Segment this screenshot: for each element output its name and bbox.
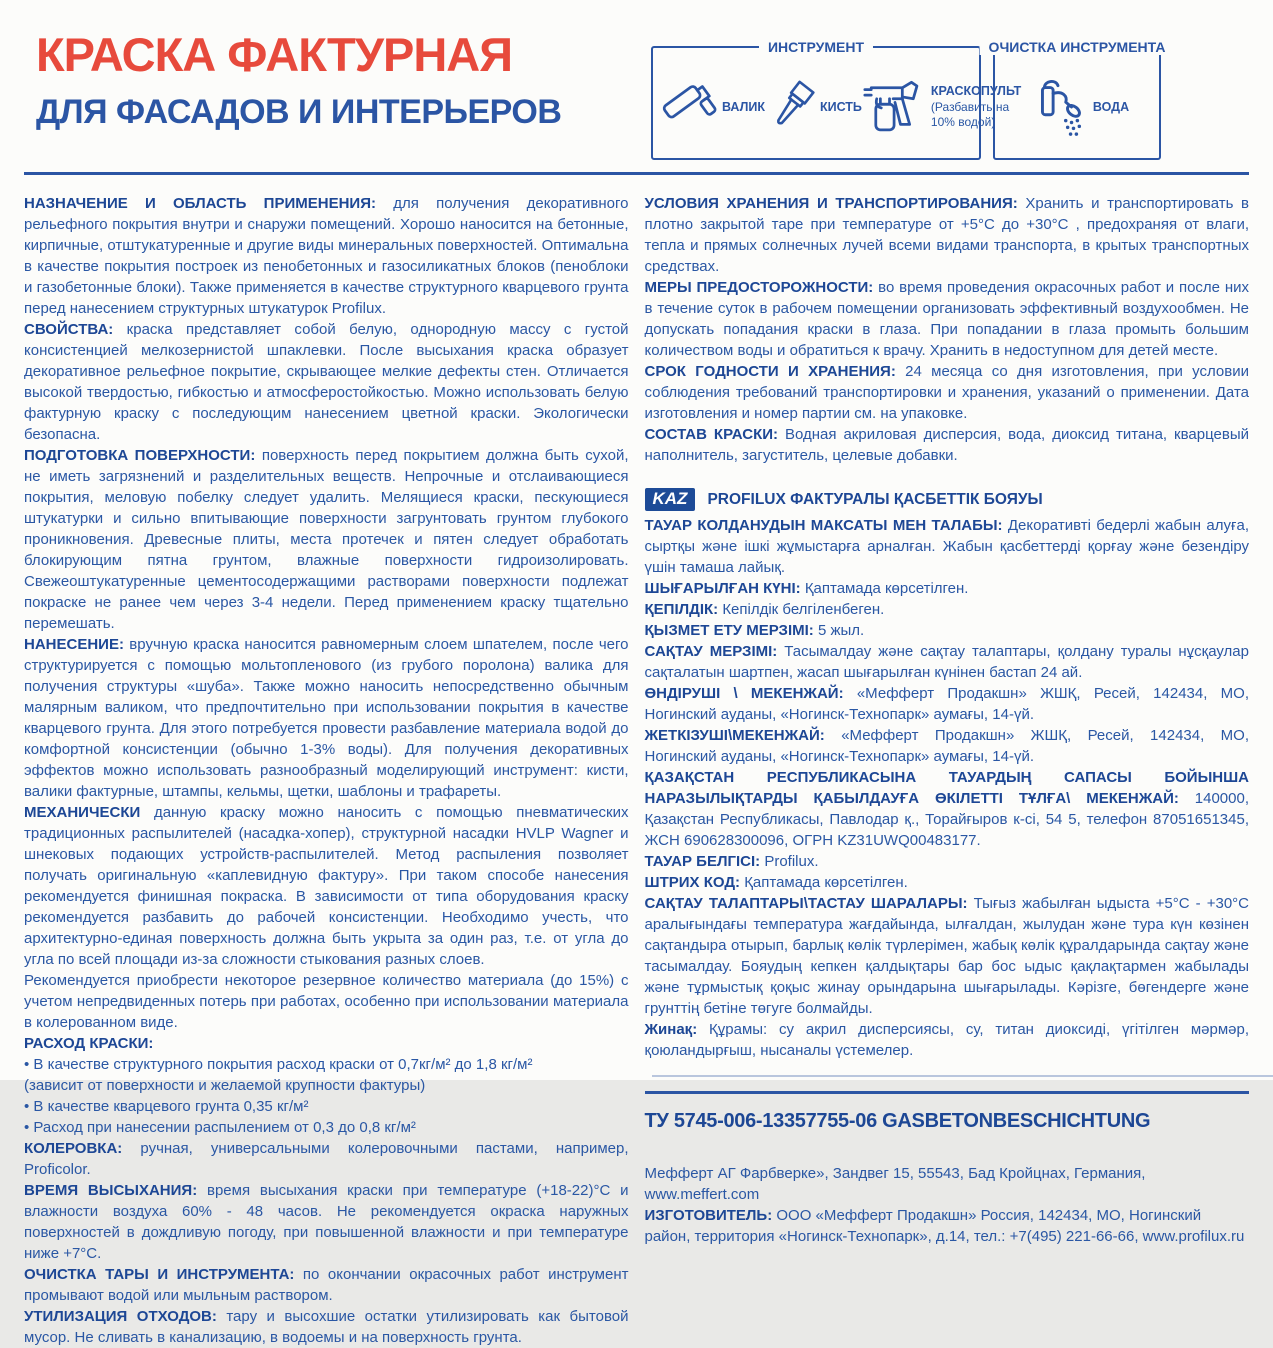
section-text: (зависит от поверхности и желаемой крупности фактуры) xyxy=(24,1077,426,1094)
section-text: по окончании окрасочных работ инструмент промывают водой или мыльным раствором. xyxy=(24,1266,629,1304)
label-section xyxy=(24,634,629,802)
faucet-icon xyxy=(1025,74,1089,140)
label-section xyxy=(645,193,1250,277)
label-section xyxy=(24,1180,629,1264)
kaz-language-badge: KAZ xyxy=(645,488,696,511)
brush-item xyxy=(765,76,862,138)
section-heading: СОСТАВ КРАСКИ: xyxy=(644,426,778,443)
section-heading: МЕХАНИЧЕСКИ xyxy=(24,804,141,821)
section-text: краска представляет собой белую, однородную массу с густой консистенцией мелкозернистой шпаклевки. После высыхания краска образует декоративное рельефное покрытие, скрывающее мелкие дефекты стен. Отличается высокой твердостью, гибкостью и атмосферостойкостью. Можно использовать белую фактурную краску с последующим нанесением цветной краски. Экологически безопасна. xyxy=(24,321,629,443)
left-sections xyxy=(24,193,629,1348)
left-column xyxy=(24,193,629,1348)
title-block xyxy=(36,30,561,131)
label-section xyxy=(24,1075,629,1096)
spray-gun-icon xyxy=(862,75,928,139)
section-text: • Расход при нанесении распылением от 0,3 до 0,8 кг/м² xyxy=(24,1119,416,1136)
cleaning-box xyxy=(988,39,1166,160)
label-section xyxy=(24,1054,629,1075)
section-text: во время проведения окрасочных работ и после них в течение суток в рабочем помещении организовать эффективный воздухообмен. Не допускать попадания краски в глаза. При попадании в глаза промыть большим количеством воды и обратиться к врачу. Хранить в недоступном для детей месте. xyxy=(644,279,1249,359)
section-heading: ҚЫЗМЕТ ЕТУ МЕРЗІМІ: xyxy=(644,622,814,639)
section-heading: Жинақ: xyxy=(644,1021,698,1038)
label-section xyxy=(24,193,629,319)
kaz-header xyxy=(645,488,1250,511)
paint-brush-icon xyxy=(765,76,817,138)
right-column xyxy=(645,193,1250,1348)
water-label: ВОДА xyxy=(1092,100,1130,114)
label-section xyxy=(645,424,1250,466)
section-heading: МЕРЫ ПРЕДОСТОРОЖНОСТИ: xyxy=(644,279,874,296)
section-text: «Мефферт Продакшн» ЖШҚ, Ресей, 142434, МО, Ногинский ауданы, «Ногинск-Технопарк» аумағы, 14-үй. xyxy=(644,727,1249,765)
spray-gun-note: (Разбавить на 10% водой) xyxy=(930,99,1010,129)
label-section xyxy=(24,1033,629,1054)
section-heading: НАЗНАЧЕНИЕ И ОБЛАСТЬ ПРИМЕНЕНИЯ: xyxy=(24,195,376,212)
section-heading: САҚТАУ МЕРЗІМІ: xyxy=(644,643,778,660)
label-section xyxy=(645,641,1250,683)
label-section xyxy=(24,1138,629,1180)
section-text: время высыхания краски при температуре (+18-22)°С и влажности воздуха 60% - 48 часов. Не рекомендуется окраска наружных поверхностей в дождливую погоду, при повышенной влажности и при температуре ниже +7°С. xyxy=(24,1182,629,1262)
manufacturer-text: ООО «Мефферт Продакшн» Россия, 142434, МО, Ногинский район, территория «Ногинск-Технопарк», д.14, тел.: +7(495) 221-66-66, www.profilux.ru xyxy=(644,1207,1245,1245)
brush-label: КИСТЬ xyxy=(819,100,862,114)
label-section xyxy=(645,872,1250,893)
label-section xyxy=(645,277,1250,361)
section-text: Тығыз жабылған ыдыста +5°С - +30°С аралығындағы температура жағдайында, ылғалдан, жылудан және тура күн көзінен сақтандыра отырып, барлық көлік түрлерімен, жабық көлік құралдарында сақтау және тасымалдау. Бояудың кепкен қалдықтары бар бос ыдыс қақлақтармен жабылады және тұрмыстық қоқыс жинау орындарына шығарылады. Кәрізге, бөгендерге және грунттің бетіне төгуге болмайды. xyxy=(644,895,1249,1017)
section-text: 5 жыл. xyxy=(817,622,865,639)
meffert-address-line: Мефферт АГ Фарбверке», Зандвег 15, 55543, Бад Кройцнах, Германия, www.meffert.com xyxy=(644,1165,1146,1203)
product-subtitle: ДЛЯ ФАСАДОВ И ИНТЕРЬЕРОВ xyxy=(36,93,562,132)
section-text: Қаптамада көрсетілген. xyxy=(744,874,908,891)
section-heading: ҚЕПІЛДІК: xyxy=(644,601,719,618)
section-heading: ШЫҒАРЫЛҒАН КҮНІ: xyxy=(644,580,801,597)
section-heading: УСЛОВИЯ ХРАНЕНИЯ И ТРАНСПОРТИРОВАНИЯ: xyxy=(644,195,1018,212)
roller-label: ВАЛИК xyxy=(722,100,765,114)
kaz-sections xyxy=(645,515,1250,1061)
scan-edge-line xyxy=(652,1075,1273,1077)
label-section xyxy=(645,1019,1250,1061)
section-heading: СВОЙСТВА: xyxy=(24,321,114,338)
label-section xyxy=(24,1264,629,1306)
kaz-product-title: PROFILUX ФАКТУРАЛЫ ҚАСБЕТТІК БОЯУЫ xyxy=(707,490,1043,508)
section-heading: ЖЕТКІЗУШІ\МЕКЕНЖАЙ: xyxy=(644,727,825,744)
section-text: Хранить и транспортировать в плотно закрытой таре при температуре от +5°С до +30°С , предохраняя от влаги, тепла и прямых солнечных лучей всеми видами транспорта, в крытых транспортных средствах. xyxy=(644,195,1250,275)
manufacturer-heading: ИЗГОТОВИТЕЛЬ: xyxy=(644,1207,773,1224)
section-text: Рекомендуется приобрести некоторое резервное количество материала (до 15%) с учетом непредвиденных потерь при работах, особенно при использовании материала в колерованном виде. xyxy=(24,972,629,1031)
label-section xyxy=(645,851,1250,872)
label-section xyxy=(24,802,629,970)
section-heading: ӨНДІРУШІ \ МЕКЕНЖАЙ: xyxy=(644,685,844,702)
label-section xyxy=(24,445,629,634)
label-section xyxy=(24,970,629,1033)
label-section xyxy=(24,319,629,445)
label-section xyxy=(645,578,1250,599)
tools-box xyxy=(651,39,1022,160)
label-section xyxy=(645,515,1250,578)
section-text: Декоративті бедерлі жабын алуға, сыртқы және ішкі жұмыстарға арналған. Жабын қасбеттерді қорғау және безендіру үшін тамаша лайық. xyxy=(644,517,1249,576)
section-text: тару и высохшие остатки утилизировать как бытовой мусор. Не сливать в канализацию, в водоемы и на поверхность грунта. xyxy=(24,1308,629,1346)
manufacturer-line xyxy=(645,1205,1250,1247)
section-heading: ВРЕМЯ ВЫСЫХАНИЯ: xyxy=(24,1182,198,1199)
section-heading: ОЧИСТКА ТАРЫ И ИНСТРУМЕНТА: xyxy=(24,1266,295,1283)
section-text: Құрамы: су акрил дисперсиясы, су, титан диоксиді, үгітілген мәрмәр, қоюландырғыш, нысаналы үстемелер. xyxy=(644,1021,1249,1059)
roller-item xyxy=(661,76,765,138)
section-heading: ПОДГОТОВКА ПОВЕРХНОСТИ: xyxy=(24,447,256,464)
product-title: КРАСКА ФАКТУРНАЯ xyxy=(36,28,513,81)
label-section xyxy=(24,1096,629,1117)
section-text: «Мефферт Продакшн» ЖШҚ, Ресей, 142434, МО, Ногинский ауданы, «Ногинск-Технопарк» аумағы, 14-үй. xyxy=(644,685,1249,723)
section-heading: ТАУАР КОЛДАНУДЫН МАКСАТЫ МЕН ТАЛАБЫ: xyxy=(644,517,1003,534)
label-section xyxy=(24,1306,629,1348)
section-text: для получения декоративного рельефного покрытия внутри и снаружи помещений. Хорошо наносится на бетонные, кирпичные, отштукатуренные и другие виды минеральных поверхностей. Оптимальна в качестве покрытия построек из пенобетонных и газосиликатных блоков (пеноблоки и газобетонные блоки). Также применяется в качестве структурного кварцевого грунта перед нанесением структурных штукатурок Profilux. xyxy=(24,195,629,317)
tools-box-title: ИНСТРУМЕНТ xyxy=(759,39,873,55)
label-section xyxy=(645,683,1250,725)
label-section xyxy=(24,1117,629,1138)
section-text: поверхность перед покрытием должна быть сухой, не иметь загрязнений и разделительных веществ. Непрочные и отслаивающиеся покрытия, меловую побелку следует удалить. Мелящиеся краски, пескующиеся штукатурки и сильно впитывающие поверхности загрунтовать грунтом глубокого проникновения. Древесные плиты, места протечек и пятен следует обработать блокирующим пятна грунтом, влажные поверхности гидроизолировать. Свежеоштукатуренные цементосодержащими растворами поверхности подлежат покраске не ранее чем через 3-4 недели. Перед применением краску тщательно перемешать. xyxy=(24,447,629,632)
section-text: • В качестве структурного покрытия расход краски от 0,7кг/м² до 1,8 кг/м² xyxy=(24,1056,533,1073)
tu-standard-line: ТУ 5745-006-13357755-06 GASBETONBESCHICHTUNG xyxy=(644,1110,1151,1132)
section-heading: ҚАЗАҚСТАН РЕСПУБЛИКАСЫНА ТАУАРДЫҢ САПАСЫ БОЙЫНША НАРАЗЫЛЫҚТАРДЫ ҚАБЫЛДАУҒА ӨКІЛЕТТІ ТҰЛҒА\ МЕКЕНЖАЙ: xyxy=(644,769,1249,807)
label-section xyxy=(645,620,1250,641)
section-heading: САҚТАУ ТАЛАПТАРЫ\ТАСТАУ ШАРАЛАРЫ: xyxy=(644,895,968,912)
section-text: вручную краска наносится равномерным слоем шпателем, после чего структурируется с помощью мольтопленового (из грубого поролона) валика для получения структуры «шуба». Также можно наносить непосредственно обычным малярным валиком, что предпочтительно при использовании покрытия в качестве кварцевого грунта. Для этого потребуется провести разбавление материала водой до комфортной консистенции (обычно 1-3% воды). Для получения декоративных эффектов можно использовать разнообразный моделирующий инструмент: кисти, валики фактурные, штампы, кельмы, щетки, шаблоны и трафареты. xyxy=(24,636,629,800)
section-heading: СРОК ГОДНОСТИ И ХРАНЕНИЯ: xyxy=(644,363,896,380)
paint-roller-icon xyxy=(661,76,719,138)
section-text: ручная, универсальными колеровочными пастами, например, Proficolor. xyxy=(24,1140,629,1178)
section-text: Тасымалдау және сақтау талаптары, қолдану туралы нұсқаулар сақталатын шартпен, жасап шығарылған күнінен бастап 24 ай. xyxy=(644,643,1249,681)
section-text: Profilux. xyxy=(764,853,819,870)
section-text: • В качестве кварцевого грунта 0,35 кг/м² xyxy=(24,1098,309,1115)
section-text: данную краску можно наносить с помощью пневматических традиционных распылителей (насадка-хопер), структурной насадки HVLP Wagner и шнековых подающих устройств-распылителей. Метод распыления позволяет получать оригинальную «каплевидную фактуру». При таком способе нанесения рекомендуется финишная покраска. В зависимости от типа оборудования краску рекомендуется разбавить до рабочей консистенции. Необходимо учесть, что архитектурно-единая поверхность должна быть укрыта за один раз, т.е. от угла до угла по всей площади из-за сложности стыкования разных слоев. xyxy=(24,804,629,968)
section-heading: УТИЛИЗАЦИЯ ОТХОДОВ: xyxy=(24,1308,217,1325)
icon-boxes xyxy=(651,39,1166,160)
section-heading: РАСХОД КРАСКИ: xyxy=(24,1035,154,1052)
section-heading: ТАУАР БЕЛГІСІ: xyxy=(644,853,761,870)
section-heading: НАНЕСЕНИЕ: xyxy=(24,636,124,653)
footer-divider xyxy=(645,1091,1250,1094)
section-text: 24 месяца со дня изготовления, при условии соблюдения требований транспортировки и хранения, указаний о применении. Дата изготовления и номер партии см. на упаковке. xyxy=(644,363,1249,422)
section-heading: КОЛЕРОВКА: xyxy=(24,1140,123,1157)
section-text: Кепілдік белгіленбеген. xyxy=(722,601,885,618)
section-heading: ШТРИХ КОД: xyxy=(644,874,741,891)
label-header xyxy=(0,0,1273,164)
section-text: Водная акриловая дисперсия, вода, диоксид титана, кварцевый наполнитель, загуститель, целевые добавки. xyxy=(644,426,1249,464)
spray-gun-label: КРАСКОПУЛЬТ xyxy=(930,84,1022,99)
label-body xyxy=(0,175,1273,1348)
right-ru-sections xyxy=(645,193,1250,466)
label-section xyxy=(645,893,1250,1019)
section-text: Қаптамада көрсетілген. xyxy=(804,580,969,597)
label-section xyxy=(645,725,1250,767)
section-text: 140000, Қазақстан Республикасы, Павлодар қ., Торайғыров к-сі, 54 5, телефон 87051651345, ЖСН 690628300096, ОГРН KZ31UWQ00483177. xyxy=(644,790,1249,849)
label-section xyxy=(645,599,1250,620)
label-section xyxy=(645,767,1250,851)
cleaning-box-title: ОЧИСТКА ИНСТРУМЕНТА xyxy=(980,39,1175,55)
label-section xyxy=(645,361,1250,424)
